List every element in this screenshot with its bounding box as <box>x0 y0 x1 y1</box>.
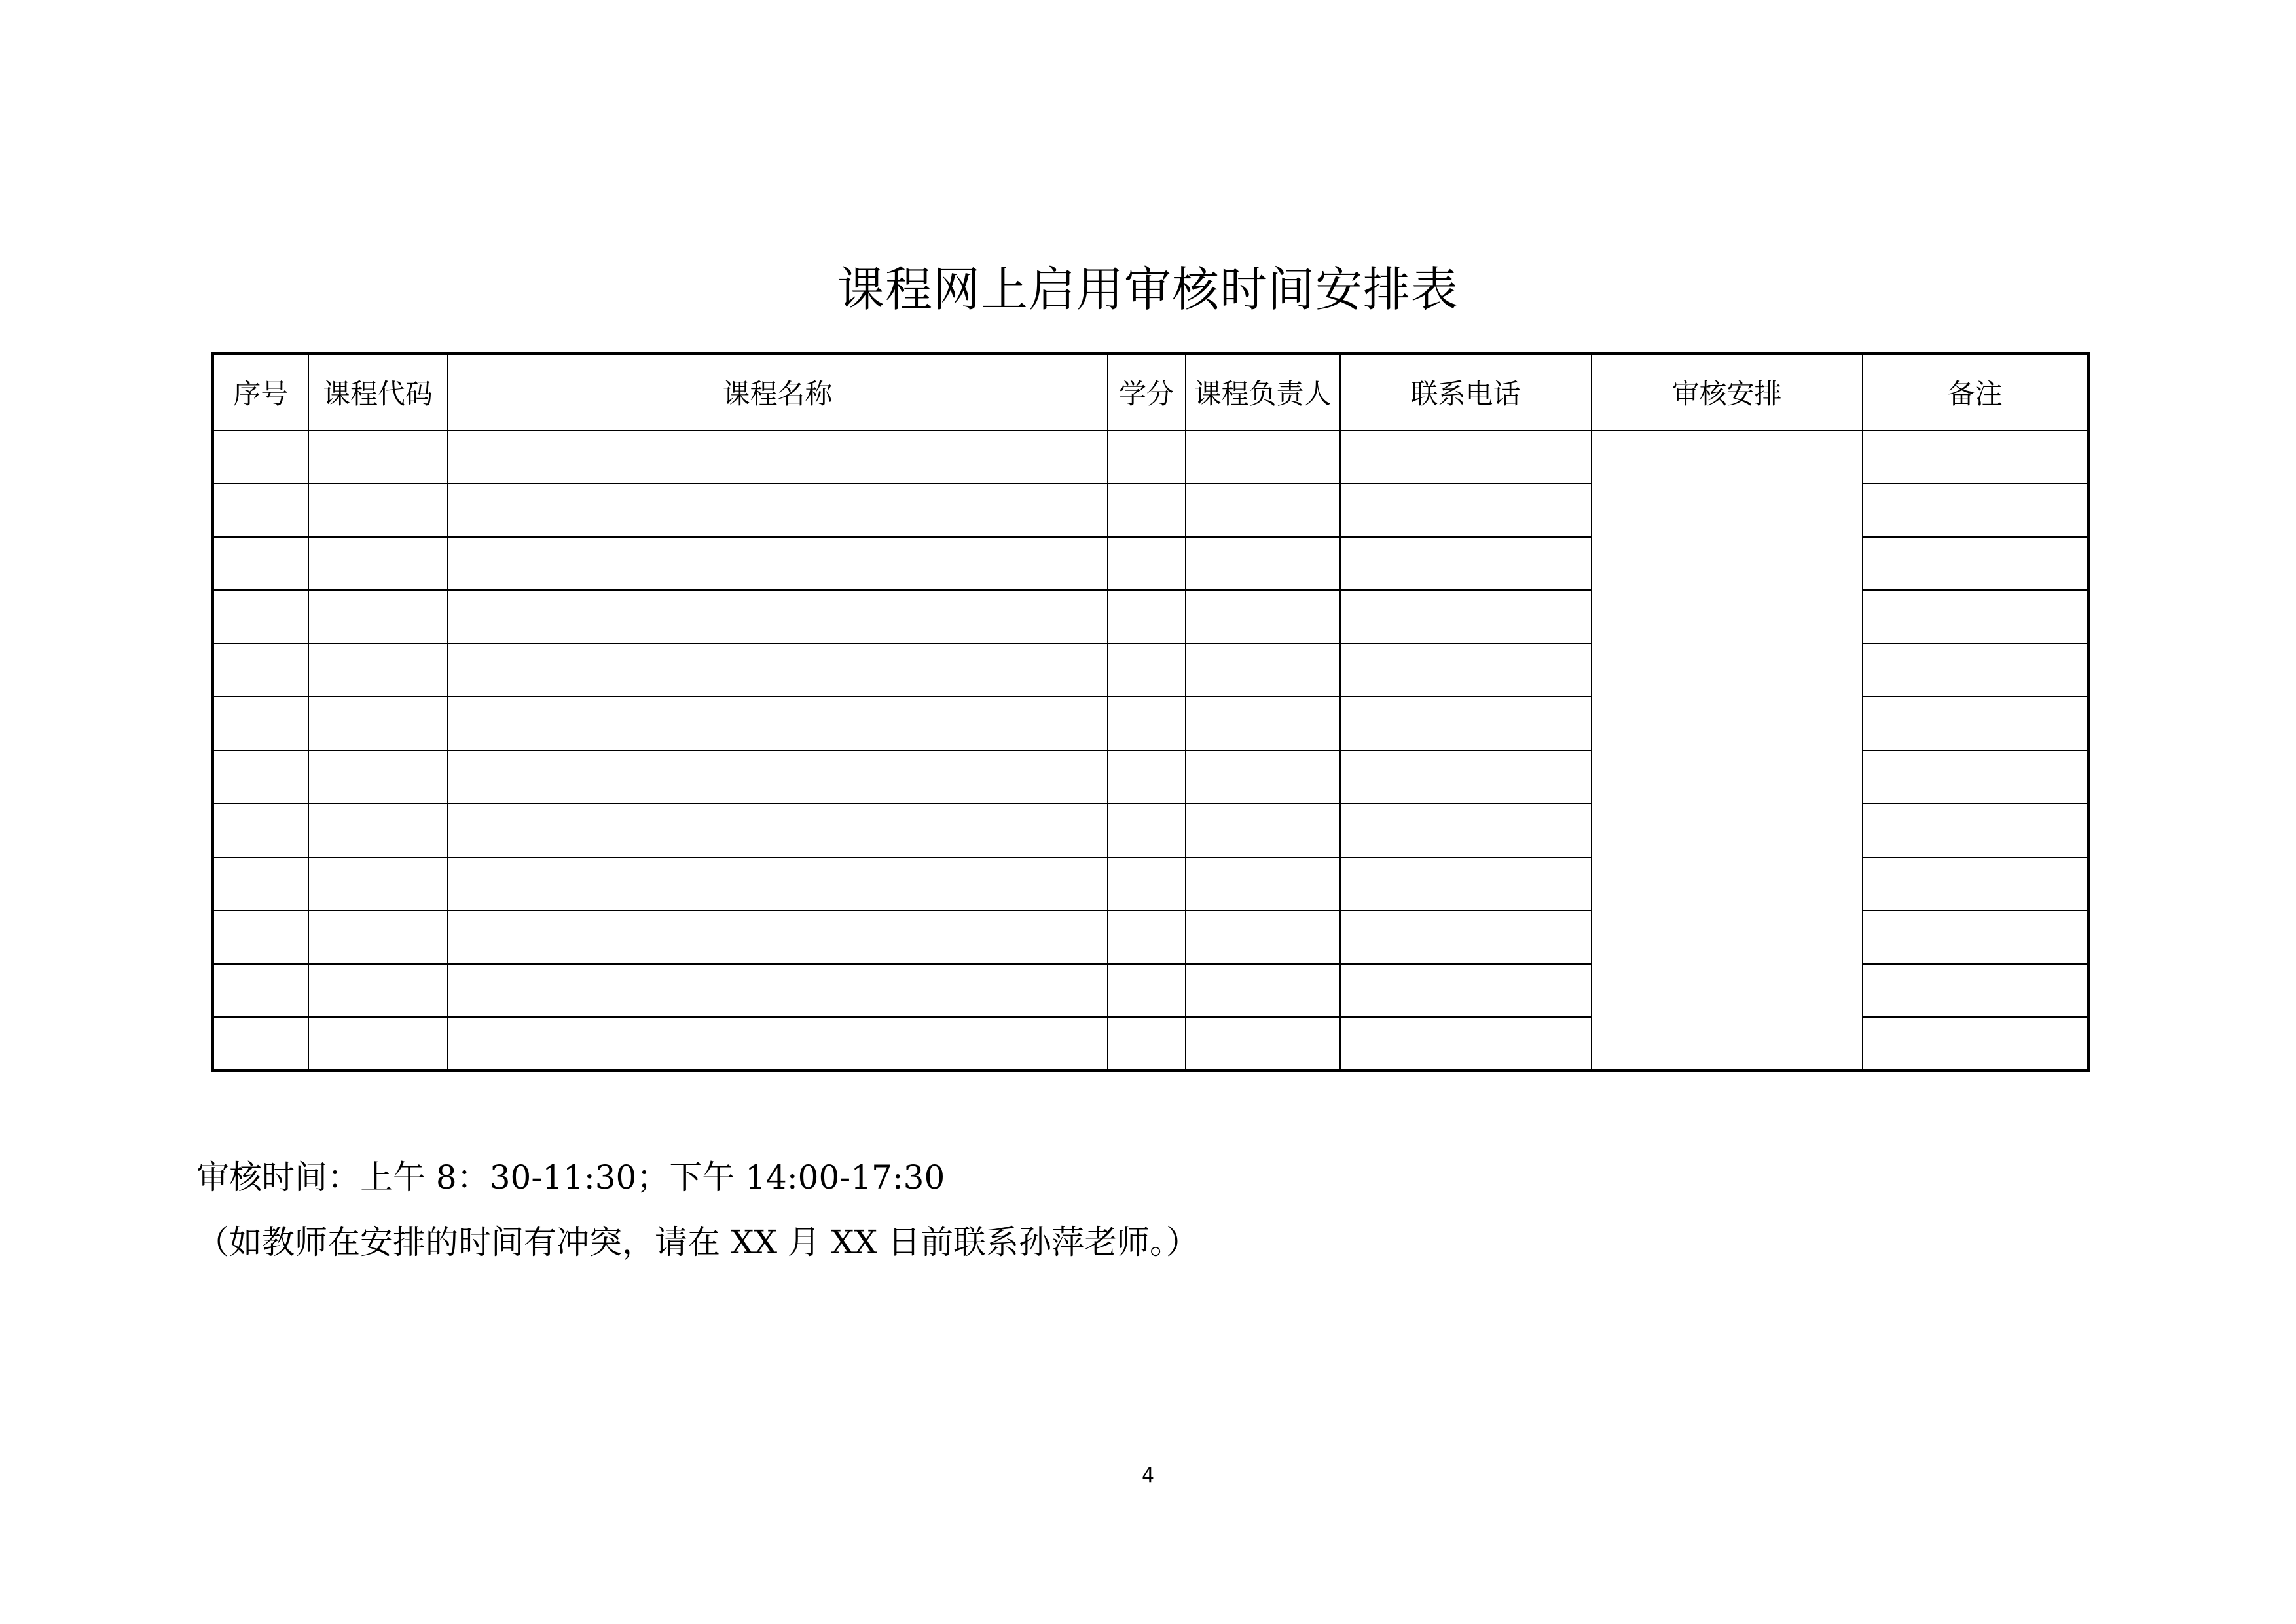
cell-remarks[interactable] <box>1863 590 2089 644</box>
cell-course-code[interactable] <box>308 590 448 644</box>
header-remarks: 备注 <box>1863 354 2089 430</box>
cell-remarks[interactable] <box>1863 910 2089 964</box>
cell-index[interactable] <box>213 857 308 911</box>
cell-phone[interactable] <box>1340 483 1592 537</box>
review-time-note: 审核时间：上午 8：30-11:30；下午 14:00-17:30 <box>196 1158 945 1196</box>
cell-phone[interactable] <box>1340 750 1592 804</box>
cell-phone[interactable] <box>1340 964 1592 1018</box>
cell-course-name[interactable] <box>448 803 1108 857</box>
cell-index[interactable] <box>213 964 308 1018</box>
schedule-table <box>211 352 2090 1072</box>
cell-phone[interactable] <box>1340 590 1592 644</box>
header-index: 序号 <box>213 354 308 430</box>
cell-course-name[interactable] <box>448 750 1108 804</box>
cell-remarks[interactable] <box>1863 537 2089 591</box>
cell-course-leader[interactable] <box>1186 750 1340 804</box>
cell-course-code[interactable] <box>308 537 448 591</box>
header-course-code: 课程代码 <box>308 354 448 430</box>
cell-remarks[interactable] <box>1863 857 2089 911</box>
cell-remarks[interactable] <box>1863 644 2089 697</box>
cell-index[interactable] <box>213 537 308 591</box>
cell-course-code[interactable] <box>308 964 448 1018</box>
cell-course-code[interactable] <box>308 644 448 697</box>
cell-credits[interactable] <box>1108 910 1186 964</box>
cell-course-name[interactable] <box>448 537 1108 591</box>
cell-course-leader[interactable] <box>1186 644 1340 697</box>
table-header-row <box>213 354 2089 430</box>
cell-credits[interactable] <box>1108 750 1186 804</box>
cell-remarks[interactable] <box>1863 430 2089 484</box>
cell-index[interactable] <box>213 590 308 644</box>
cell-phone[interactable] <box>1340 430 1592 484</box>
conflict-note: （如教师在安排的时间有冲突，请在 XX 月 XX 日前联系孙萍老师。） <box>196 1223 1199 1261</box>
cell-index[interactable] <box>213 697 308 750</box>
cell-credits[interactable] <box>1108 537 1186 591</box>
header-course-name: 课程名称 <box>448 354 1108 430</box>
header-phone: 联系电话 <box>1340 354 1592 430</box>
cell-course-name[interactable] <box>448 964 1108 1018</box>
cell-credits[interactable] <box>1108 803 1186 857</box>
cell-credits[interactable] <box>1108 590 1186 644</box>
cell-credits[interactable] <box>1108 697 1186 750</box>
cell-credits[interactable] <box>1108 644 1186 697</box>
cell-credits[interactable] <box>1108 1017 1186 1071</box>
cell-course-leader[interactable] <box>1186 537 1340 591</box>
cell-course-leader[interactable] <box>1186 1017 1340 1071</box>
cell-course-code[interactable] <box>308 1017 448 1071</box>
cell-index[interactable] <box>213 644 308 697</box>
cell-credits[interactable] <box>1108 430 1186 484</box>
cell-course-code[interactable] <box>308 857 448 911</box>
cell-credits[interactable] <box>1108 964 1186 1018</box>
cell-remarks[interactable] <box>1863 803 2089 857</box>
cell-course-leader[interactable] <box>1186 910 1340 964</box>
page-title: 课程网上启用审核时间安排表 <box>837 262 1459 317</box>
cell-phone[interactable] <box>1340 803 1592 857</box>
cell-remarks[interactable] <box>1863 483 2089 537</box>
cell-course-leader[interactable] <box>1186 590 1340 644</box>
cell-course-code[interactable] <box>308 430 448 484</box>
cell-review-schedule[interactable] <box>1592 430 1863 1071</box>
cell-course-leader[interactable] <box>1186 697 1340 750</box>
cell-course-name[interactable] <box>448 483 1108 537</box>
cell-course-leader[interactable] <box>1186 857 1340 911</box>
cell-remarks[interactable] <box>1863 697 2089 750</box>
cell-phone[interactable] <box>1340 537 1592 591</box>
cell-course-code[interactable] <box>308 910 448 964</box>
cell-course-code[interactable] <box>308 483 448 537</box>
cell-course-leader[interactable] <box>1186 964 1340 1018</box>
cell-course-name[interactable] <box>448 644 1108 697</box>
cell-course-name[interactable] <box>448 910 1108 964</box>
header-credits: 学分 <box>1108 354 1186 430</box>
cell-credits[interactable] <box>1108 483 1186 537</box>
header-course-leader: 课程负责人 <box>1186 354 1340 430</box>
cell-index[interactable] <box>213 910 308 964</box>
cell-remarks[interactable] <box>1863 1017 2089 1071</box>
cell-course-name[interactable] <box>448 857 1108 911</box>
cell-index[interactable] <box>213 750 308 804</box>
cell-index[interactable] <box>213 1017 308 1071</box>
cell-course-name[interactable] <box>448 697 1108 750</box>
cell-remarks[interactable] <box>1863 964 2089 1018</box>
cell-phone[interactable] <box>1340 697 1592 750</box>
cell-phone[interactable] <box>1340 644 1592 697</box>
cell-remarks[interactable] <box>1863 750 2089 804</box>
cell-course-leader[interactable] <box>1186 803 1340 857</box>
header-review-schedule: 审核安排 <box>1592 354 1863 430</box>
cell-course-leader[interactable] <box>1186 483 1340 537</box>
cell-course-code[interactable] <box>308 803 448 857</box>
cell-index[interactable] <box>213 483 308 537</box>
cell-course-code[interactable] <box>308 697 448 750</box>
cell-course-name[interactable] <box>448 430 1108 484</box>
cell-index[interactable] <box>213 430 308 484</box>
cell-phone[interactable] <box>1340 910 1592 964</box>
cell-index[interactable] <box>213 803 308 857</box>
cell-phone[interactable] <box>1340 1017 1592 1071</box>
page-number: 4 <box>1141 1464 1155 1487</box>
table-body <box>213 430 2089 1071</box>
cell-course-code[interactable] <box>308 750 448 804</box>
cell-credits[interactable] <box>1108 857 1186 911</box>
cell-course-leader[interactable] <box>1186 430 1340 484</box>
cell-course-name[interactable] <box>448 590 1108 644</box>
cell-course-name[interactable] <box>448 1017 1108 1071</box>
cell-phone[interactable] <box>1340 857 1592 911</box>
table-row <box>213 430 2089 484</box>
